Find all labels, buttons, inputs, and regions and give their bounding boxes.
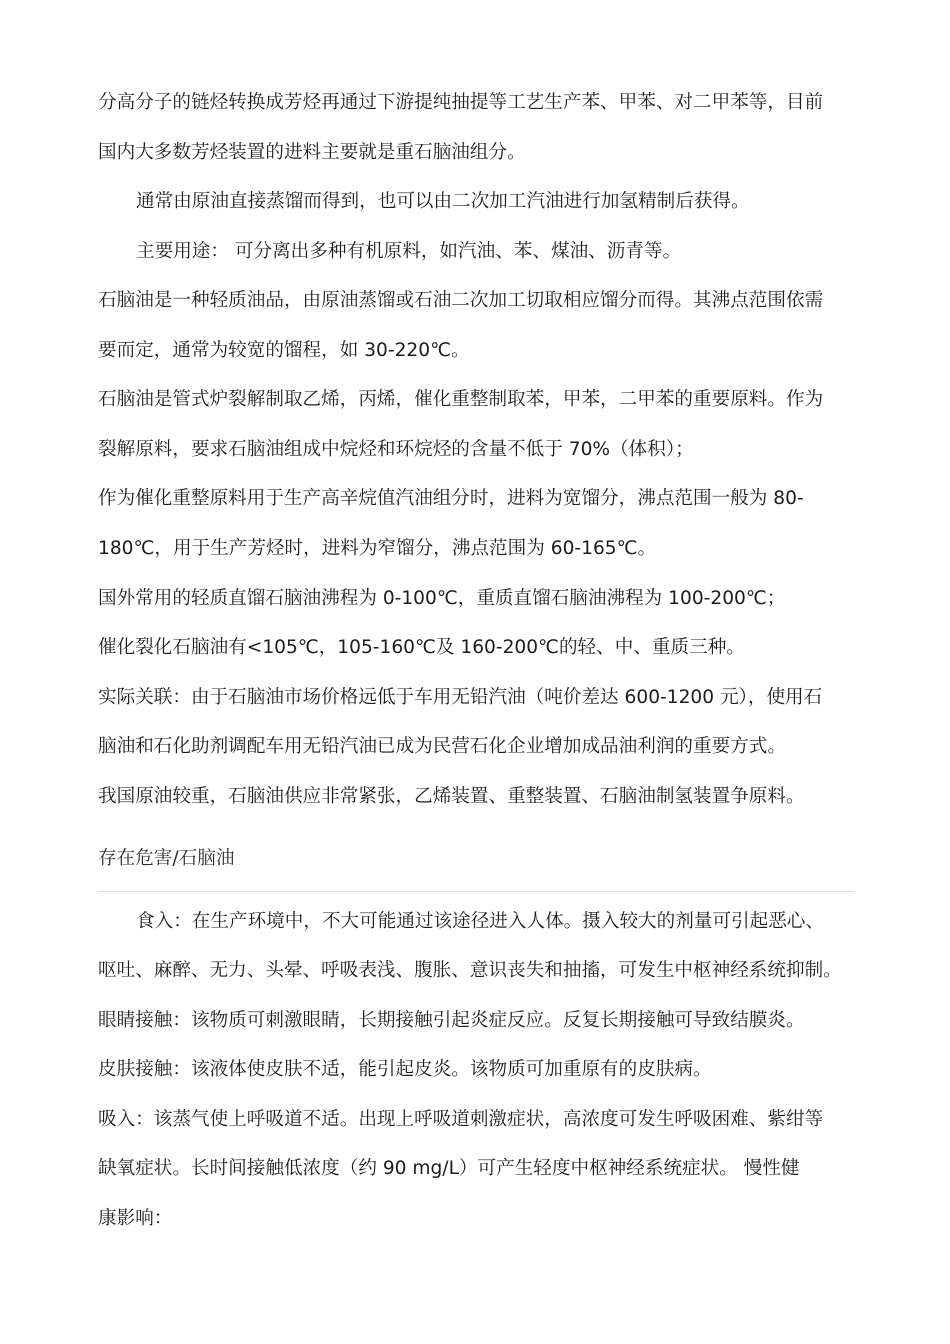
paragraph-line: 缺氧症状。长时间接触低浓度（约 90 mg/L）可产生轻度中枢神经系统症状。 慢性健: [98, 1158, 800, 1179]
section-divider: [98, 891, 854, 892]
paragraph-line: 康影响：: [98, 1208, 173, 1229]
paragraph-line: 分高分子的链烃转换成芳烃再通过下游提纯抽提等工艺生产苯、甲苯、对二甲苯等，目前: [98, 92, 824, 113]
paragraph-line: 脑油和石化助剂调配车用无铅汽油已成为民营石化企业增加成品油利润的重要方式。: [98, 736, 786, 757]
section-heading: 存在危害/石脑油: [98, 848, 235, 869]
paragraph-line: 作为催化重整原料用于生产高辛烷值汽油组分时，进料为宽馏分，沸点范围一般为 80-: [98, 488, 804, 509]
paragraph-line: 国内大多数芳烃装置的进料主要就是重石脑油组分。: [98, 142, 526, 163]
paragraph-line: 国外常用的轻质直馏石脑油沸程为 0-100℃，重质直馏石脑油沸程为 100-200℃；: [98, 588, 786, 609]
paragraph-line: 皮肤接触：该液体使皮肤不适，能引起皮炎。该物质可加重原有的皮肤病。: [98, 1059, 712, 1080]
paragraph-line: 吸入：该蒸气使上呼吸道不适。出现上呼吸道刺激症状，高浓度可发生呼吸困难、紫绀等: [98, 1109, 824, 1130]
paragraph-line: 要而定，通常为较宽的馏程，如 30-220℃。: [98, 340, 470, 361]
paragraph-line: 实际关联：由于石脑油市场价格远低于车用无铅汽油（吨价差达 600-1200 元），使用石: [98, 687, 823, 708]
paragraph-line: 主要用途： 可分离出多种有机原料，如汽油、苯、煤油、沥青等。: [136, 241, 682, 262]
paragraph-line: 眼睛接触：该物质可刺激眼睛，长期接触引起炎症反应。反复长期接触可导致结膜炎。: [98, 1010, 805, 1031]
paragraph-line: 裂解原料，要求石脑油组成中烷烃和环烷烃的含量不低于 70%（体积）；: [98, 439, 694, 460]
paragraph-line: 呕吐、麻醉、无力、头晕、呼吸表浅、腹胀、意识丧失和抽搐，可发生中枢神经系统抑制。: [98, 960, 842, 981]
paragraph-line: 催化裂化石脑油有<105℃，105-160℃及 160-200℃的轻、中、重质三种。: [98, 637, 745, 658]
paragraph-line: 石脑油是管式炉裂解制取乙烯，丙烯，催化重整制取苯，甲苯，二甲苯的重要原料。作为: [98, 389, 824, 410]
paragraph-line: 我国原油较重，石脑油供应非常紧张，乙烯装置、重整装置、石脑油制氢装置争原料。: [98, 786, 805, 807]
paragraph-line: 食入：在生产环境中，不大可能通过该途径进入人体。摄入较大的剂量可引起恶心、: [136, 911, 824, 932]
paragraph-line: 180℃，用于生产芳烃时，进料为窄馏分，沸点范围为 60-165℃。: [98, 538, 657, 559]
paragraph-line: 石脑油是一种轻质油品，由原油蒸馏或石油二次加工切取相应馏分而得。其沸点范围依需: [98, 290, 824, 311]
paragraph-line: 通常由原油直接蒸馏而得到，也可以由二次加工汽油进行加氢精制后获得。: [136, 191, 750, 212]
